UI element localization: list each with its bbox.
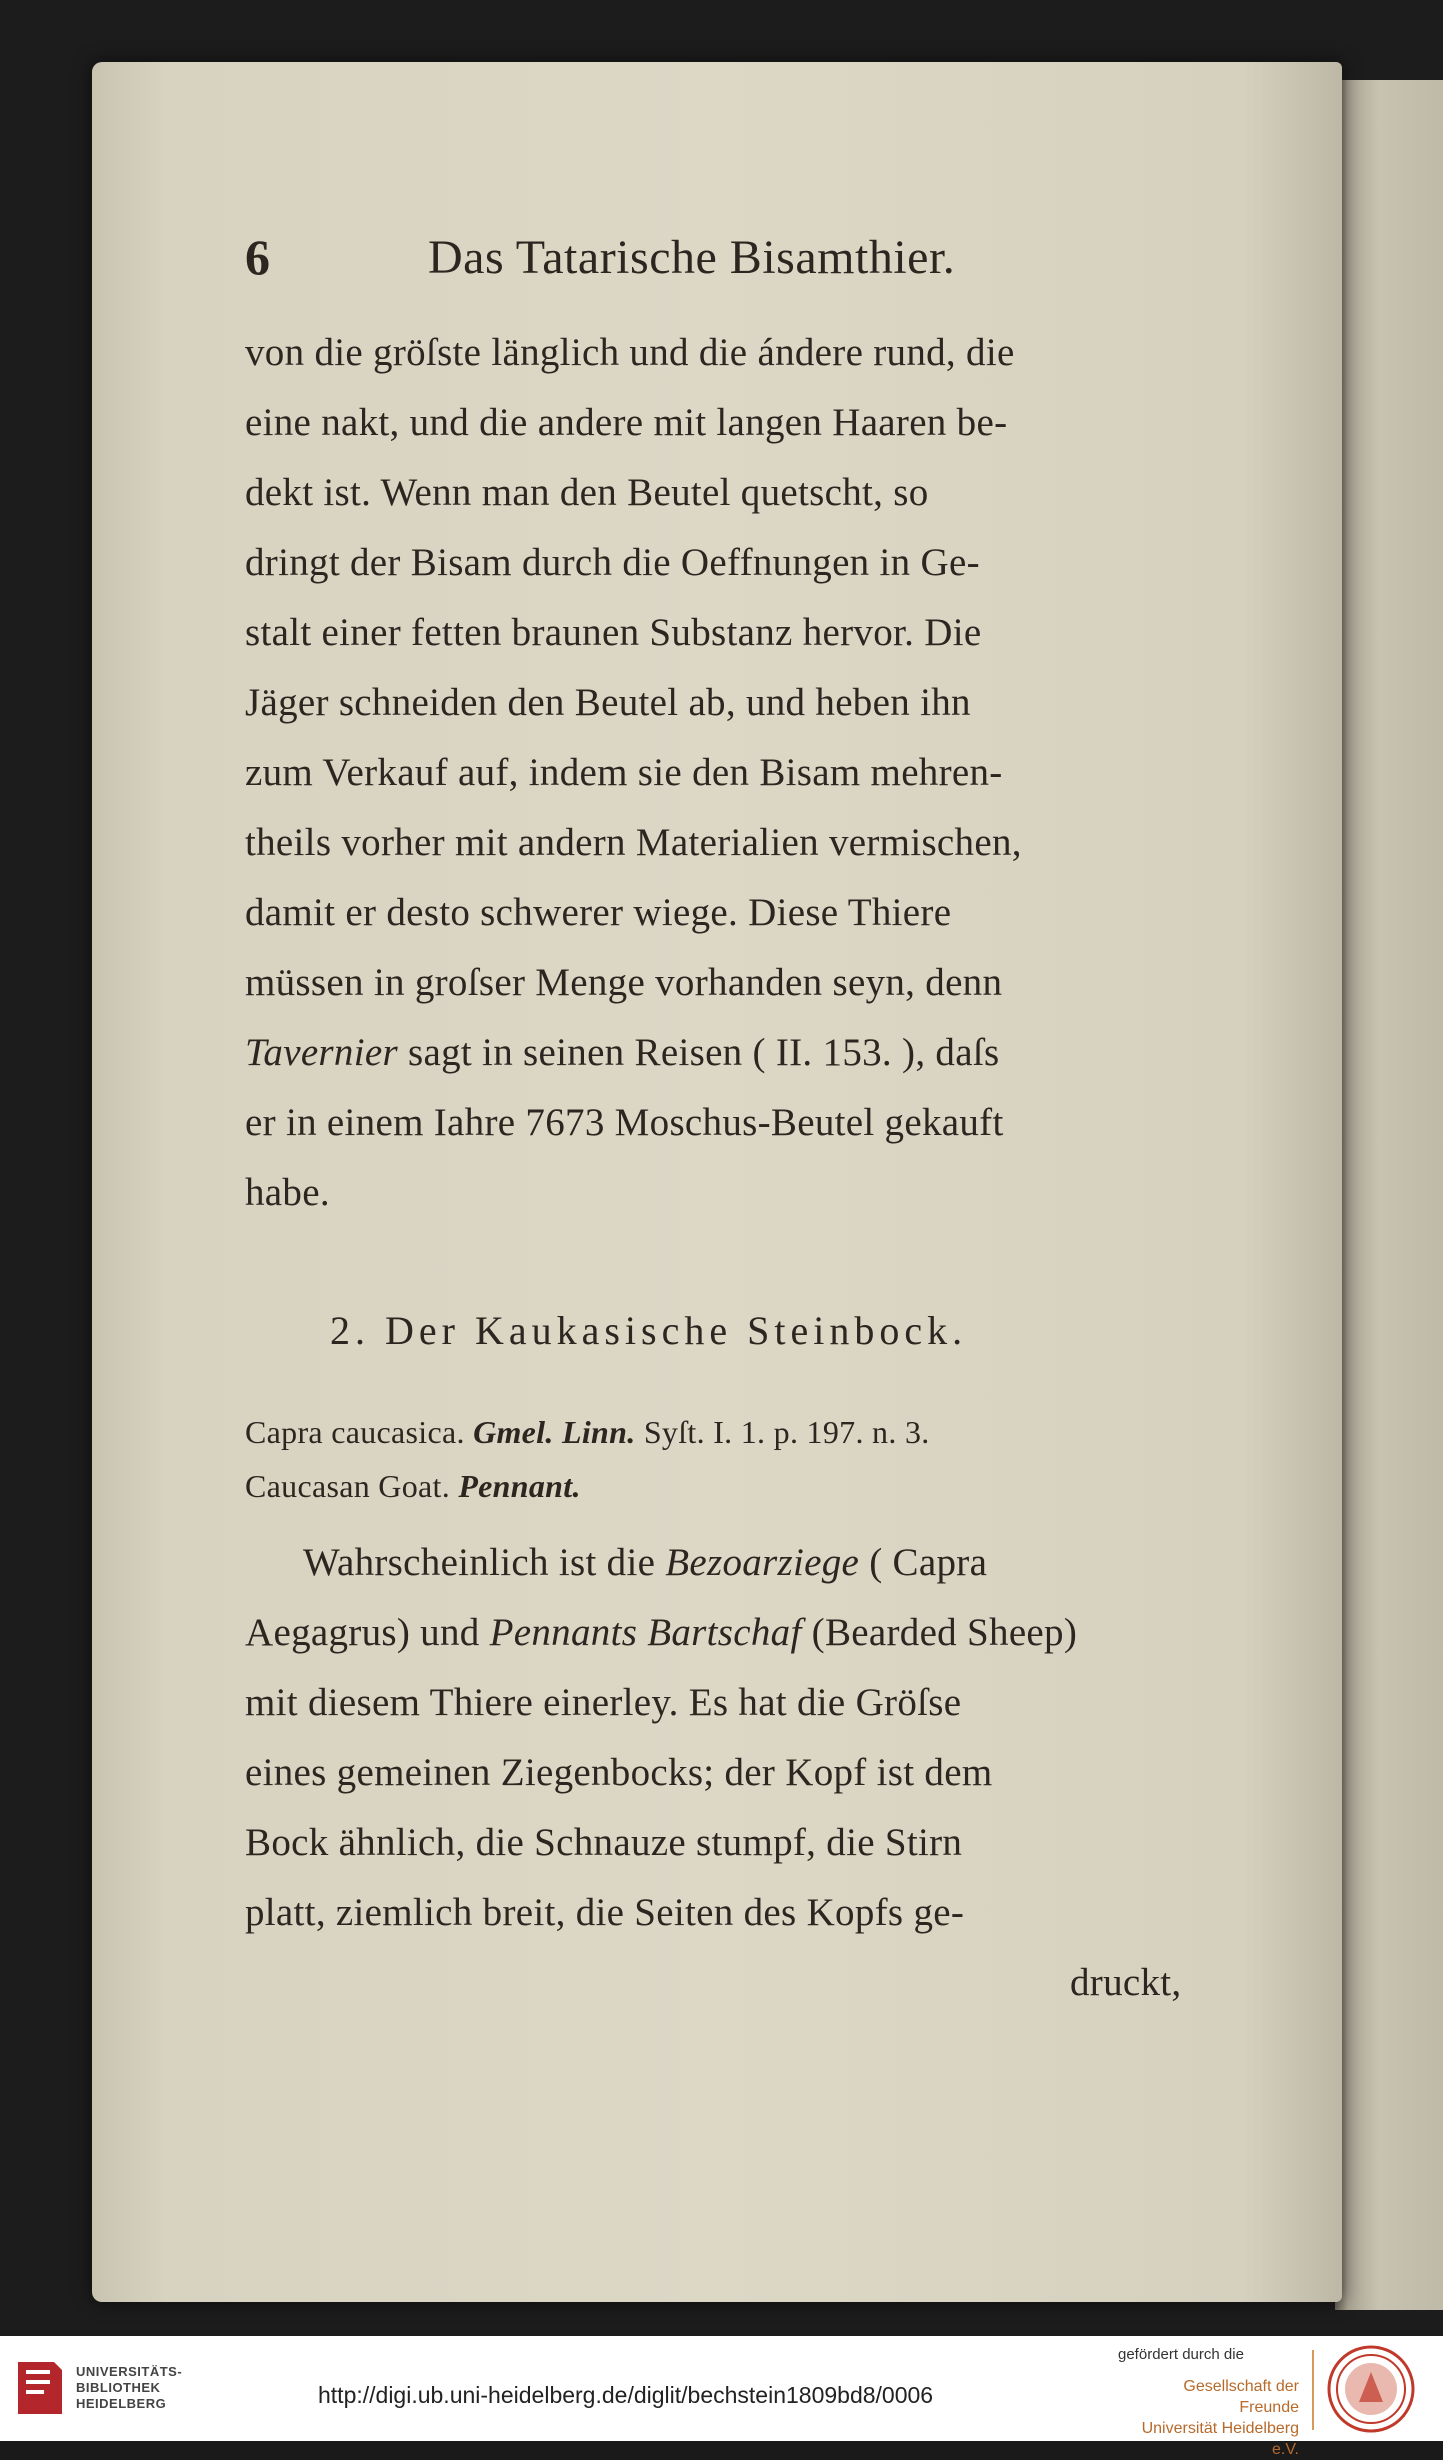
paragraph-2 [245, 1528, 1210, 2088]
section-heading: 2. Der Kaukasische Steinbock. [330, 1308, 968, 1353]
text-line: eine nakt, und die andere mit langen Haaren be- [245, 401, 1008, 444]
footer-bar [0, 2336, 1443, 2458]
university-seal-icon [1326, 2344, 1416, 2434]
text-line [245, 1598, 1077, 1668]
text-line: müssen in groſser Menge vorhanden seyn, denn [245, 961, 1003, 1004]
italic-term: Bezoarziege [665, 1541, 860, 1584]
text-line: mit diesem Thiere einerley. Es hat die Gröſse [245, 1681, 962, 1724]
text-span: Caucasan Goat. [245, 1468, 459, 1504]
text-line: stalt einer fetten braunen Substanz hervor. Die [245, 611, 982, 654]
text-line: von die gröſste länglich und die ándere rund, die [245, 331, 1015, 374]
italic-term: Pennants Bartschaf [489, 1611, 802, 1654]
text-line: platt, ziemlich breit, die Seiten des Kopfs ge- [245, 1891, 965, 1934]
running-head-title: Das Tatarische Bisamthier. [428, 231, 956, 284]
library-name-line: HEIDELBERG [76, 2396, 167, 2411]
text-span: Wahrscheinlich ist die [303, 1541, 666, 1584]
text-span: ( Capra [859, 1541, 988, 1584]
library-name-line: UNIVERSITÄTS- [76, 2364, 183, 2379]
text-line: eines gemeinen Ziegenbocks; der Kopf ist dem [245, 1751, 993, 1794]
divider [1312, 2350, 1314, 2430]
text-line: theils vorher mit andern Materialien vermischen, [245, 821, 1022, 864]
library-name-line: BIBLIOTHEK [76, 2380, 161, 2395]
text-line [245, 1018, 999, 1088]
text-span: Aegagrus) und [245, 1611, 490, 1654]
synonym-line [245, 1405, 930, 1459]
text-line: Bock ähnlich, die Schnauze stumpf, die Stirn [245, 1821, 963, 1864]
italic-author: Pennant. [458, 1468, 581, 1504]
running-head [235, 228, 1215, 298]
permalink-link[interactable]: http://digi.ub.uni-heidelberg.de/diglit/bechstein1809bd8/0006 [318, 2382, 934, 2408]
paragraph-1 [245, 318, 1210, 1218]
text-span: sagt in seinen Reisen ( II. 153. ), daſs [397, 1031, 1000, 1074]
text-line: habe. [245, 1171, 330, 1214]
catchword: druckt, [1070, 1961, 1182, 2004]
facing-page-edge [1335, 80, 1443, 2310]
sponsor-name-line: Universität Heidelberg e.V. [1141, 2420, 1299, 2458]
text-line: Jäger schneiden den Beutel ab, und heben ihn [245, 681, 971, 724]
library-logo-icon [14, 2358, 66, 2418]
page-number: 6 [245, 229, 270, 285]
text-span: Syſt. I. 1. p. 197. n. 3. [635, 1414, 930, 1450]
sponsor-name-line: Gesellschaft der Freunde [1183, 2378, 1299, 2416]
text-line: zum Verkauf auf, indem sie den Bisam mehren- [245, 751, 1003, 794]
sponsor-name [1124, 2376, 1299, 2460]
italic-author: Gmel. Linn. [473, 1414, 636, 1450]
text-line [303, 1528, 987, 1598]
text-line: damit er desto schwerer wiege. Diese Thiere [245, 891, 952, 934]
text-line: dekt ist. Wenn man den Beutel quetscht, so [245, 471, 929, 514]
sponsor-label: gefördert durch die [1118, 2346, 1244, 2363]
synonym-line [245, 1459, 581, 1513]
text-line: dringt der Bisam durch die Oeffnungen in Ge- [245, 541, 980, 584]
text-span: (Bearded Sheep) [801, 1611, 1078, 1654]
text-line: er in einem Iahre 7673 Moschus-Beutel gekauft [245, 1101, 1004, 1144]
library-name [76, 2364, 182, 2412]
text-span: Capra caucasica. [245, 1414, 474, 1450]
italic-name: Tavernier [245, 1031, 398, 1074]
